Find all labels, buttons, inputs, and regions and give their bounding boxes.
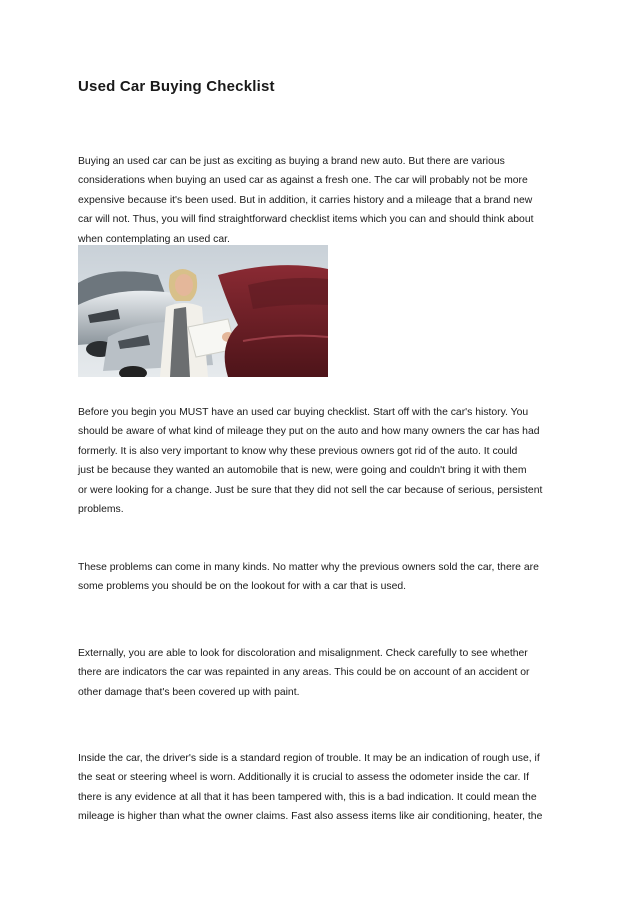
photo-woman-with-clipboard-at-car-lot — [78, 245, 328, 377]
car-lot-illustration — [78, 245, 328, 377]
paragraph-interior: Inside the car, the driver's side is a standard region of trouble. It may be an indication of rough use, if the seat or steering wheel is worn. Additionally it is crucial to assess the odometer inside the car. If there is any evidence at all that it has been tampered with, this is a bad indication. It could mean the mileage is higher than what the owner claims. Fast also assess items like air conditioning, heater, the — [78, 753, 543, 823]
paragraph-problems: These problems can come in many kinds. No matter why the previous owners sold the car, there are some problems you should be on the lookout for with a car that is used. — [78, 562, 539, 593]
paragraph-exterior: Externally, you are able to look for discoloration and misalignment. Check carefully to see whether there are indicators the car was repainted in any areas. This could be on account of an accident or other damage that's been covered up with paint. — [78, 648, 530, 698]
paragraph-history: Before you begin you MUST have an used car buying checklist. Start off with the car's history. You should be aware of what kind of mileage they put on the auto and how many owners the car has had formerly. It is also very important to know why these previous owners got rid of the auto. It could just be because they wanted an automobile that is new, were going and couldn't bring it with them or were looking for a change. Just be sure that they did not sell the car because of serious, persistent problems. — [78, 407, 543, 516]
document-title: Used Car Buying Checklist — [78, 78, 275, 95]
paragraph-intro: Buying an used car can be just as exciting as buying a brand new auto. But there are various considerations when buying an used car as against a fresh one. The car will probably not be more expensive because it's been used. But in addition, it carries history and a mileage that a brand new car will not. Thus, you will find straightforward checklist items which you can and should think about when contemplating an used car. — [78, 156, 534, 245]
